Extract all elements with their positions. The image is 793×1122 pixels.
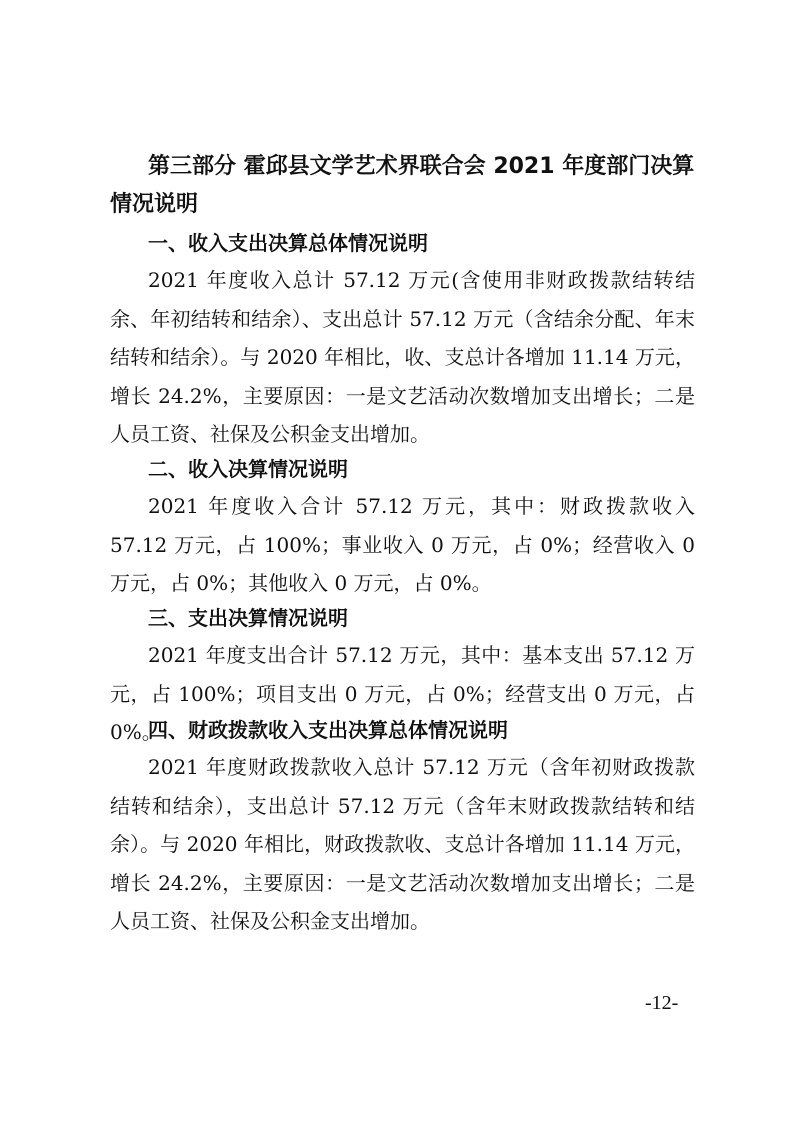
page-number: -12-	[645, 992, 679, 1014]
section-body-expenditure: 2021 年度支出合计 57.12 万元，其中：基本支出 57.12 万元，占 100%；项目支出 0 万元，占 0%；经营支出 0 万元，占 0%。	[110, 643, 695, 744]
section-heading-income: 二、收入决算情况说明	[148, 457, 348, 481]
section-body-fiscal-appropriation: 2021 年度财政拨款收入总计 57.12 万元（含年初财政拨款结转和结余），支出总计 57.12 万元（含年末财政拨款结转和结余）。与 2020 年相比，财政拨款收、支总计各增加 11.14 万元，增长 24.2%，主要原因：一是文艺活动次数增加支出增长；二是人员工资、社保及公积金支出增加。	[110, 755, 695, 933]
section-heading-expenditure: 三、支出决算情况说明	[148, 606, 348, 630]
section-body-income-expenditure-overview: 2021 年度收入总计 57.12 万元(含使用非财政拨款结转结余、年初结转和结余）、支出总计 57.12 万元（含结余分配、年末结转和结余）。与 2020 年相比，收、支总计各增加 11.14 万元，增长 24.2%，主要原因：一是文艺活动次数增加支出增长；二是人员工资、社保及公积金支出增加。	[110, 268, 695, 446]
page-title: 第三部分 霍邱县文学艺术界联合会 2021 年度部门决算情况说明	[110, 154, 695, 217]
section-heading-income-expenditure-overview: 一、收入支出决算总体情况说明	[148, 231, 428, 255]
section-heading-fiscal-appropriation: 四、财政拨款收入支出决算总体情况说明	[148, 718, 508, 742]
section-body-income: 2021 年度收入合计 57.12 万元，其中：财政拨款收入 57.12 万元，占 100%；事业收入 0 万元，占 0%；经营收入 0 万元，占 0%；其他收入 0 万元，占 0%。	[110, 494, 695, 595]
